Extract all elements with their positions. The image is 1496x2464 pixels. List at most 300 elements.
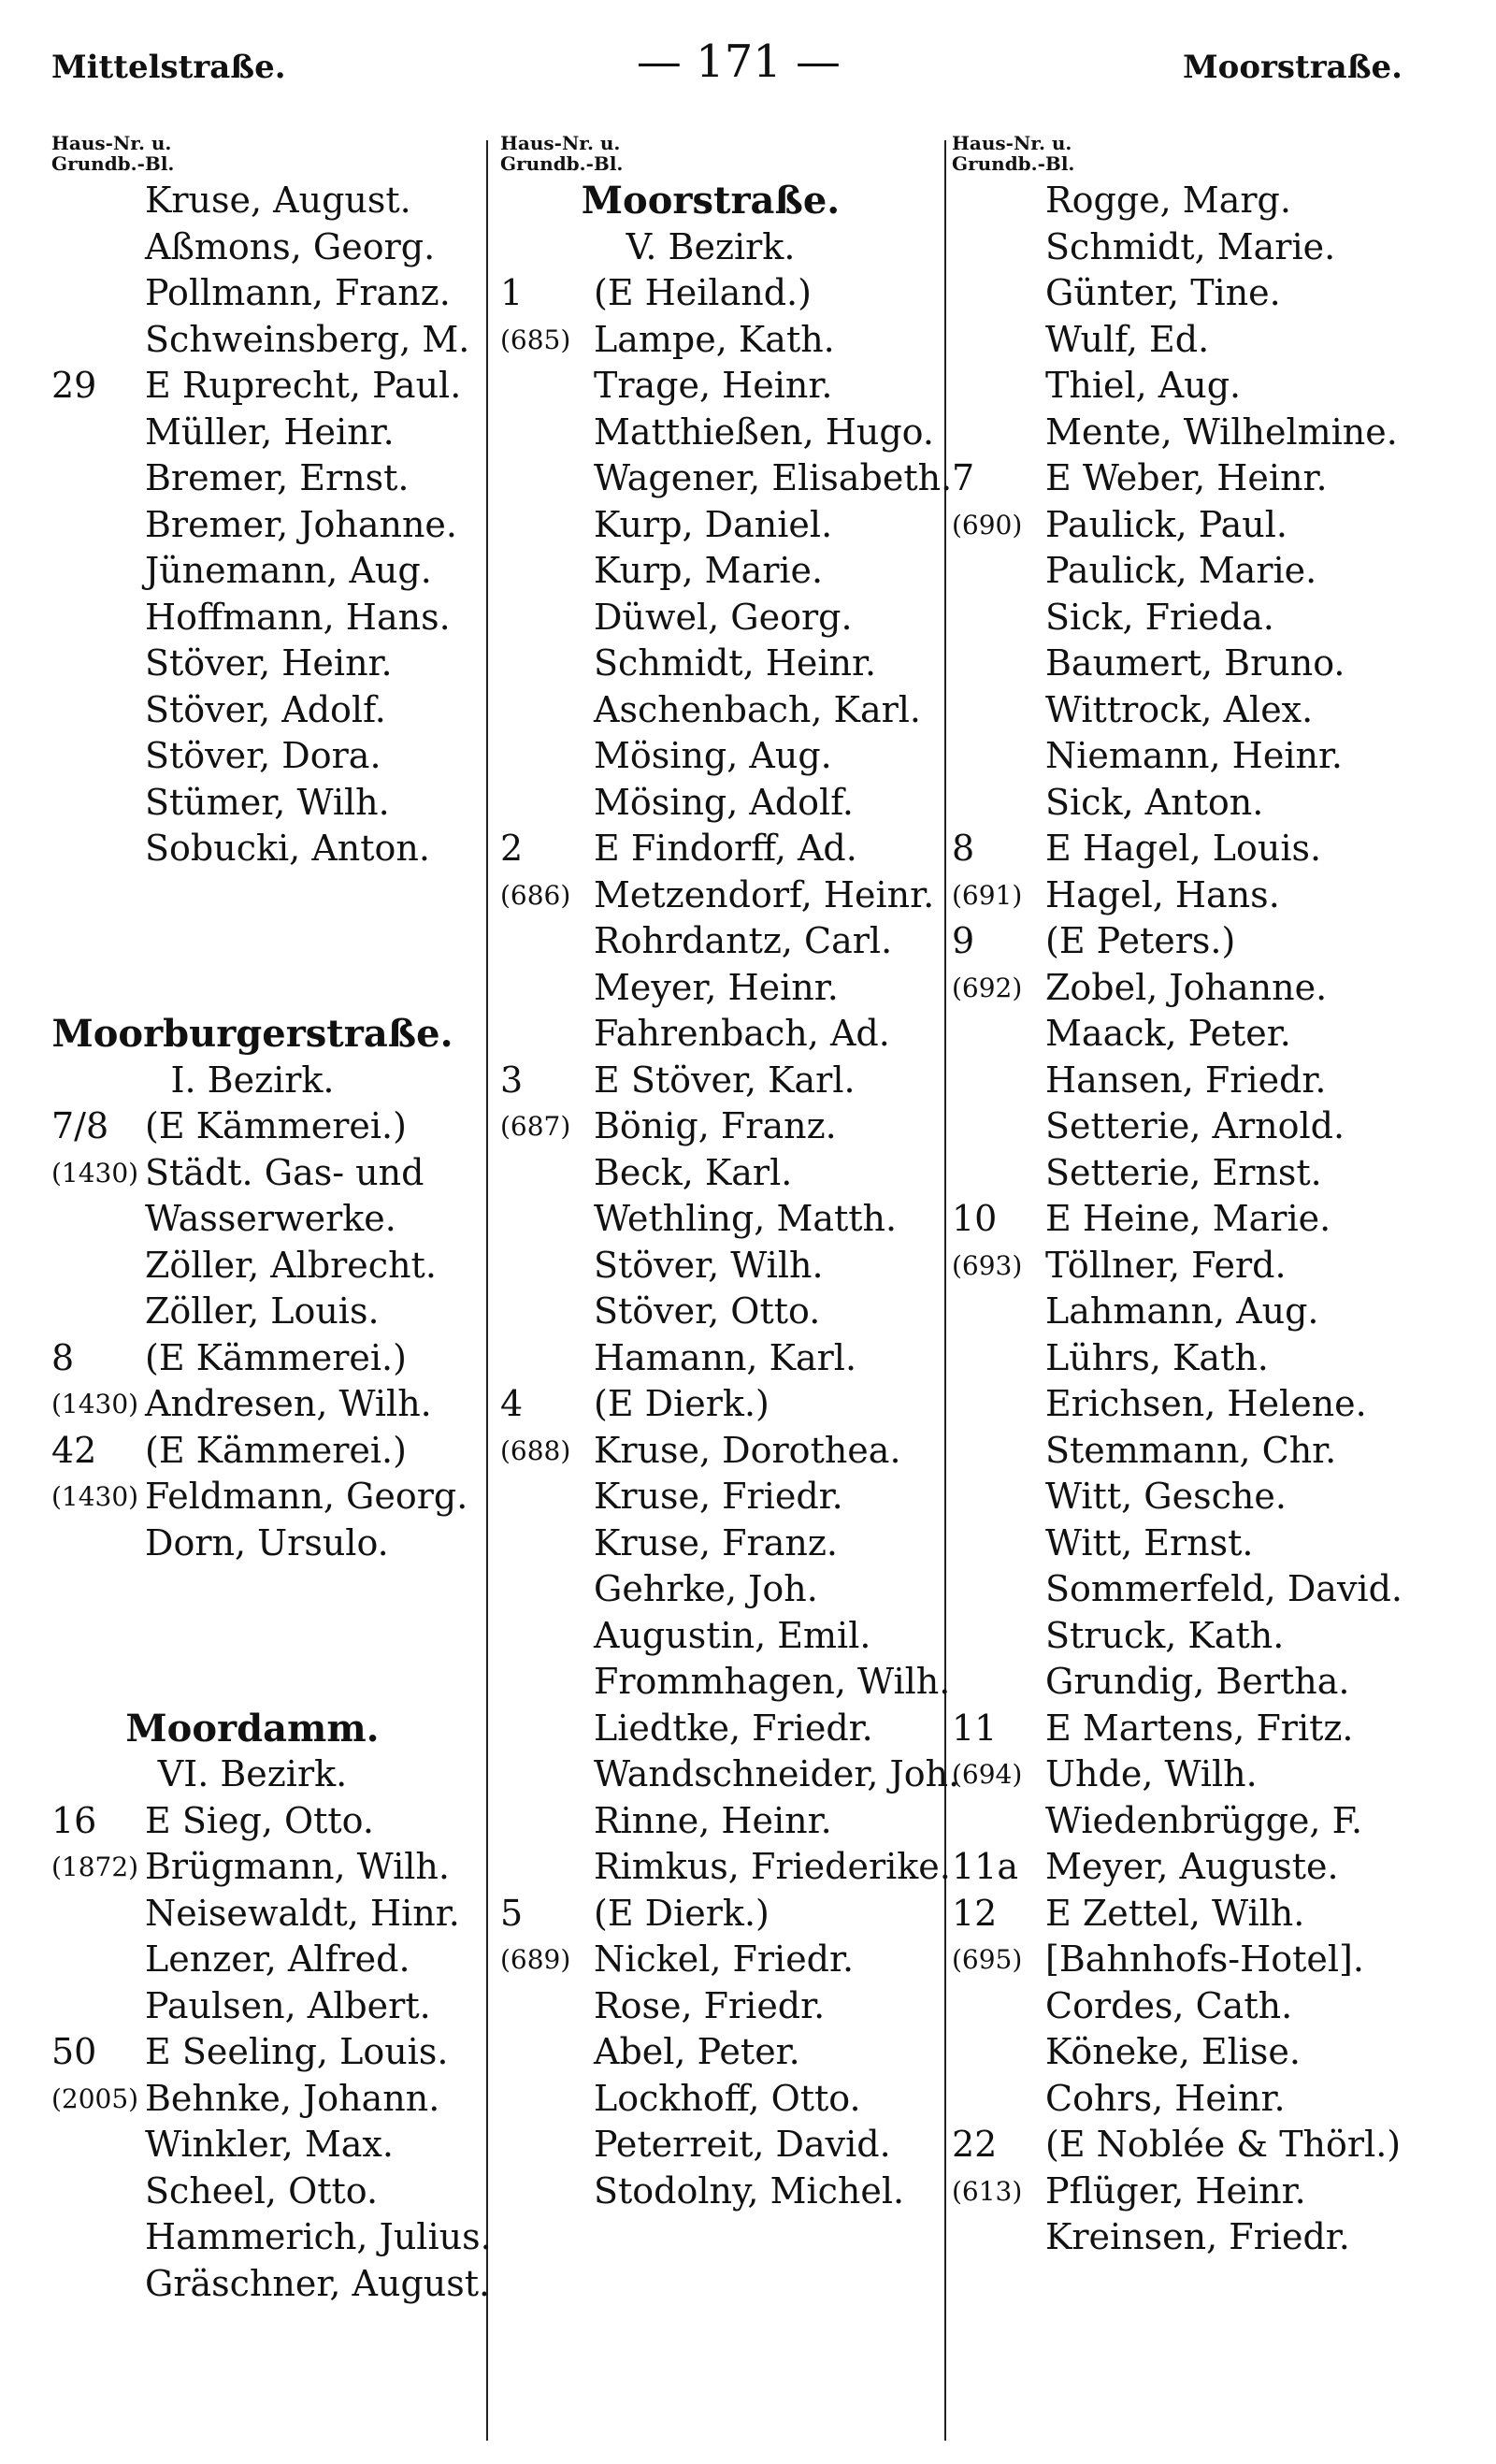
resident-name: Sobucki, Anton. bbox=[145, 828, 430, 869]
house-number: 8 bbox=[952, 828, 975, 869]
resident-entry bbox=[500, 1103, 958, 1150]
resident-entry bbox=[952, 1428, 1419, 1475]
house-number: (693) bbox=[952, 1249, 1023, 1281]
page-number: — 171 — bbox=[636, 36, 842, 88]
resident-entry bbox=[500, 1659, 958, 1706]
resident-name: Feldmann, Georg. bbox=[145, 1476, 468, 1517]
resident-entry bbox=[500, 1150, 958, 1197]
resident-entry bbox=[952, 965, 1419, 1012]
page-header bbox=[0, 36, 1496, 92]
resident-entry bbox=[500, 317, 958, 364]
resident-entry bbox=[952, 2076, 1419, 2123]
resident-entry bbox=[952, 1706, 1419, 1752]
resident-name: Stümer, Wilh. bbox=[145, 781, 390, 823]
resident-name: Hoffmann, Hans. bbox=[145, 596, 451, 638]
resident-entry bbox=[51, 502, 491, 549]
house-number: (689) bbox=[500, 1944, 571, 1975]
resident-name: Bönig, Franz. bbox=[594, 1105, 837, 1146]
resident-entry bbox=[500, 2122, 958, 2169]
resident-name: Witt, Ernst. bbox=[1045, 1521, 1254, 1563]
resident-name: Neisewaldt, Hinr. bbox=[145, 1892, 460, 1934]
resident-entry bbox=[51, 1891, 491, 1938]
resident-name: Winkler, Max. bbox=[145, 2124, 394, 2165]
street-heading: Moordamm. bbox=[125, 1706, 380, 1751]
resident-entry bbox=[952, 1150, 1419, 1197]
resident-entry bbox=[500, 548, 958, 595]
resident-name: (E Kämmerei.) bbox=[145, 1105, 407, 1146]
resident-name: Stöver, Otto. bbox=[594, 1290, 821, 1332]
district-label: I. Bezirk. bbox=[170, 1059, 335, 1101]
resident-entry bbox=[952, 595, 1419, 641]
resident-name: Maack, Peter. bbox=[1045, 1013, 1291, 1054]
resident-entry bbox=[952, 1335, 1419, 1382]
resident-entry bbox=[952, 455, 1419, 502]
resident-entry bbox=[500, 687, 958, 734]
resident-entry bbox=[952, 1103, 1419, 1150]
resident-entry bbox=[51, 1844, 491, 1891]
resident-entry bbox=[952, 1243, 1419, 1290]
resident-entry bbox=[952, 1844, 1419, 1891]
resident-name: Düwel, Georg. bbox=[594, 596, 853, 638]
resident-name: Rohrdantz, Carl. bbox=[594, 920, 893, 961]
resident-name: Wandschneider, Joh. bbox=[594, 1753, 960, 1794]
resident-name: Hamann, Karl. bbox=[594, 1336, 857, 1378]
resident-name: Thiel, Aug. bbox=[1045, 365, 1242, 406]
resident-name: Paulick, Marie. bbox=[1045, 550, 1317, 591]
resident-entry bbox=[51, 1243, 491, 1290]
resident-name: Nickel, Friedr. bbox=[594, 1938, 855, 1980]
resident-entry bbox=[51, 1474, 491, 1520]
resident-name: Kurp, Daniel. bbox=[594, 503, 833, 545]
resident-entry bbox=[500, 2169, 958, 2215]
resident-name: Schmidt, Marie. bbox=[1045, 225, 1336, 267]
resident-entry bbox=[51, 178, 491, 224]
resident-entry bbox=[500, 1844, 958, 1891]
resident-name: Gehrke, Joh. bbox=[594, 1568, 818, 1609]
resident-entry bbox=[51, 641, 491, 687]
resident-name: (E Noblée & Thörl.) bbox=[1045, 2124, 1402, 2165]
resident-name: Meyer, Heinr. bbox=[594, 966, 839, 1008]
resident-entry bbox=[51, 317, 491, 364]
resident-name: E Seeling, Louis. bbox=[145, 2031, 449, 2072]
resident-entry bbox=[952, 1798, 1419, 1845]
resident-name: Schmidt, Heinr. bbox=[594, 642, 877, 684]
resident-name: Paulsen, Albert. bbox=[145, 1984, 431, 2026]
resident-entry bbox=[51, 2214, 491, 2261]
blank-line bbox=[51, 872, 491, 919]
column-label-line1: Haus-Nr. u. bbox=[51, 132, 172, 154]
resident-name: Schweinsberg, M. bbox=[145, 318, 470, 360]
resident-name: Hagel, Hans. bbox=[1045, 873, 1280, 915]
resident-entry bbox=[952, 178, 1419, 224]
district-label: VI. Bezirk. bbox=[157, 1753, 348, 1794]
resident-entry bbox=[51, 595, 491, 641]
column-label-line2: Grundb.-Bl. bbox=[51, 152, 175, 175]
house-number: 10 bbox=[952, 1198, 998, 1239]
house-number: 2 bbox=[500, 828, 524, 869]
resident-name: Stöver, Wilh. bbox=[594, 1244, 824, 1286]
resident-name: (E Peters.) bbox=[1045, 920, 1236, 961]
resident-entry bbox=[952, 1011, 1419, 1058]
resident-name: Behnke, Johann. bbox=[145, 2077, 440, 2119]
resident-name: Peterreit, David. bbox=[594, 2124, 891, 2165]
resident-entry bbox=[952, 1196, 1419, 1243]
resident-name: Jünemann, Aug. bbox=[145, 550, 432, 591]
resident-entry bbox=[952, 1613, 1419, 1660]
resident-entry bbox=[500, 1335, 958, 1382]
resident-entry bbox=[51, 455, 491, 502]
resident-name: Scheel, Otto. bbox=[145, 2169, 379, 2212]
resident-name: Beck, Karl. bbox=[594, 1151, 793, 1193]
blank-line bbox=[51, 965, 491, 1012]
house-number: 5 bbox=[500, 1892, 524, 1934]
resident-name: Uhde, Wilh. bbox=[1045, 1753, 1258, 1794]
resident-entry bbox=[500, 455, 958, 502]
resident-entry bbox=[51, 224, 491, 271]
resident-entry bbox=[952, 1659, 1419, 1706]
resident-entry bbox=[952, 641, 1419, 687]
resident-name: Wulf, Ed. bbox=[1045, 318, 1210, 360]
resident-entry bbox=[500, 2029, 958, 2076]
house-number: 22 bbox=[952, 2124, 998, 2165]
resident-name: Cordes, Cath. bbox=[1045, 1984, 1293, 2026]
resident-name: Hansen, Friedr. bbox=[1045, 1059, 1327, 1101]
street-heading: Moorstraße. bbox=[581, 179, 841, 223]
house-number: 3 bbox=[500, 1059, 524, 1101]
column-label-line1: Haus-Nr. u. bbox=[952, 132, 1072, 154]
resident-entry bbox=[500, 641, 958, 687]
resident-name: Töllner, Ferd. bbox=[1045, 1244, 1287, 1286]
resident-entry bbox=[500, 1891, 958, 1938]
resident-name: Wagener, Elisabeth. bbox=[594, 457, 953, 498]
resident-name: Kruse, August. bbox=[145, 180, 411, 221]
resident-name: Paulick, Paul. bbox=[1045, 503, 1287, 545]
resident-name: (E Kämmerei.) bbox=[145, 1429, 407, 1471]
house-number: 16 bbox=[51, 1799, 97, 1841]
house-number: (695) bbox=[952, 1944, 1023, 1975]
resident-entry bbox=[51, 410, 491, 456]
resident-entry bbox=[952, 363, 1419, 410]
resident-name: E Sieg, Otto. bbox=[145, 1799, 374, 1841]
resident-entry bbox=[51, 1381, 491, 1428]
resident-entry bbox=[51, 1983, 491, 2030]
column-label bbox=[952, 133, 1419, 174]
resident-entry bbox=[500, 826, 958, 872]
resident-entry bbox=[500, 502, 958, 549]
resident-entry bbox=[51, 2076, 491, 2123]
resident-entry bbox=[51, 826, 491, 872]
resident-entry bbox=[952, 548, 1419, 595]
resident-name: Rimkus, Friederike. bbox=[594, 1846, 951, 1887]
resident-name: Metzendorf, Heinr. bbox=[594, 873, 935, 915]
house-number: (692) bbox=[952, 972, 1023, 1003]
resident-entry bbox=[952, 1289, 1419, 1335]
resident-name: Trage, Heinr. bbox=[594, 365, 833, 406]
resident-name: Struck, Kath. bbox=[1045, 1614, 1285, 1656]
resident-entry bbox=[952, 502, 1419, 549]
resident-entry bbox=[500, 872, 958, 919]
resident-name: Pflüger, Heinr. bbox=[1045, 2169, 1306, 2212]
resident-entry bbox=[500, 1937, 958, 1983]
resident-name: Dorn, Ursulo. bbox=[145, 1521, 389, 1563]
column-1 bbox=[51, 133, 491, 2442]
resident-name: E Martens, Fritz. bbox=[1045, 1707, 1354, 1749]
resident-name: Meyer, Auguste. bbox=[1045, 1846, 1339, 1887]
resident-entry bbox=[500, 363, 958, 410]
resident-name: Sick, Frieda. bbox=[1045, 596, 1274, 638]
resident-name: Lenzer, Alfred. bbox=[145, 1938, 410, 1980]
house-number: 4 bbox=[500, 1383, 524, 1424]
resident-entry bbox=[500, 1706, 958, 1752]
resident-entry bbox=[51, 1335, 491, 1382]
resident-name: Aßmons, Georg. bbox=[145, 225, 436, 267]
resident-name: Gräschner, August. bbox=[145, 2262, 491, 2304]
resident-name: Zöller, Albrecht. bbox=[145, 1244, 437, 1286]
resident-name: Pollmann, Franz. bbox=[145, 272, 451, 313]
resident-name: Abel, Peter. bbox=[594, 2031, 800, 2072]
resident-name: Kruse, Franz. bbox=[594, 1521, 838, 1563]
resident-name: E Heine, Marie. bbox=[1045, 1198, 1331, 1239]
resident-name: Köneke, Elise. bbox=[1045, 2031, 1301, 2072]
resident-name: Mente, Wilhelmine. bbox=[1045, 411, 1398, 453]
resident-entry bbox=[500, 733, 958, 780]
resident-name: Lampe, Kath. bbox=[594, 318, 835, 360]
house-number: (1430) bbox=[51, 1157, 139, 1189]
header-right-street: Moorstraße. bbox=[1183, 49, 1402, 86]
resident-entry bbox=[500, 1289, 958, 1335]
resident-name: E Hagel, Louis. bbox=[1045, 828, 1322, 869]
house-number: (685) bbox=[500, 324, 571, 355]
house-number: 50 bbox=[51, 2031, 97, 2072]
house-number: 11a bbox=[952, 1846, 1019, 1887]
resident-name: Zobel, Johanne. bbox=[1045, 966, 1328, 1008]
resident-entry bbox=[500, 2076, 958, 2123]
blank-line bbox=[51, 918, 491, 965]
resident-name: Brügmann, Wilh. bbox=[145, 1846, 450, 1887]
street-heading: Moorburgerstraße. bbox=[51, 1012, 453, 1056]
resident-name: Andresen, Wilh. bbox=[145, 1383, 432, 1424]
column-label bbox=[500, 133, 958, 174]
resident-name: Wiedenbrügge, F. bbox=[1045, 1799, 1363, 1841]
house-number: (694) bbox=[952, 1759, 1023, 1790]
resident-entry bbox=[500, 1520, 958, 1567]
resident-name: Stöver, Dora. bbox=[145, 735, 381, 776]
resident-entry bbox=[952, 1474, 1419, 1520]
resident-name: Mösing, Adolf. bbox=[594, 781, 854, 823]
resident-entry bbox=[952, 733, 1419, 780]
house-number: 7/8 bbox=[51, 1105, 109, 1146]
house-number: (686) bbox=[500, 879, 571, 911]
resident-entry bbox=[500, 1983, 958, 2030]
resident-entry bbox=[952, 1566, 1419, 1613]
resident-entry bbox=[500, 270, 958, 317]
resident-name: (E Dierk.) bbox=[594, 1383, 770, 1424]
resident-name: E Zettel, Wilh. bbox=[1045, 1892, 1305, 1934]
resident-name: Städt. Gas- und bbox=[145, 1151, 424, 1193]
resident-entry bbox=[952, 2029, 1419, 2076]
resident-name: (E Heiland.) bbox=[594, 272, 812, 313]
resident-name: Cohrs, Heinr. bbox=[1045, 2077, 1286, 2119]
resident-name: Erichsen, Helene. bbox=[1045, 1383, 1367, 1424]
resident-name: Bremer, Johanne. bbox=[145, 503, 458, 545]
resident-entry bbox=[500, 1058, 958, 1104]
resident-name: Grundig, Bertha. bbox=[1045, 1661, 1350, 1702]
resident-name: Matthießen, Hugo. bbox=[594, 411, 934, 453]
resident-entry bbox=[500, 1011, 958, 1058]
house-number: 9 bbox=[952, 920, 975, 961]
resident-name: E Weber, Heinr. bbox=[1045, 457, 1328, 498]
resident-name: Wittrock, Alex. bbox=[1045, 688, 1314, 730]
resident-name: Stodolny, Michel. bbox=[594, 2169, 905, 2212]
resident-entry bbox=[952, 826, 1419, 872]
resident-entry bbox=[952, 2122, 1419, 2169]
resident-entry bbox=[500, 780, 958, 827]
resident-entry bbox=[952, 687, 1419, 734]
resident-entry bbox=[51, 780, 491, 827]
resident-name: Kruse, Dorothea. bbox=[594, 1429, 901, 1471]
resident-name: Kreinsen, Friedr. bbox=[1045, 2216, 1350, 2257]
house-number: 11 bbox=[952, 1707, 998, 1749]
resident-name: Niemann, Heinr. bbox=[1045, 735, 1344, 776]
house-number: (688) bbox=[500, 1434, 571, 1466]
resident-name: Rinne, Heinr. bbox=[594, 1799, 832, 1841]
resident-name: Kurp, Marie. bbox=[594, 550, 824, 591]
house-number: 1 bbox=[500, 272, 524, 313]
resident-entry bbox=[51, 2122, 491, 2169]
resident-entry bbox=[500, 595, 958, 641]
resident-name: Setterie, Ernst. bbox=[1045, 1151, 1322, 1193]
resident-name: Sommerfeld, David. bbox=[1045, 1568, 1402, 1609]
house-number: 12 bbox=[952, 1892, 998, 1934]
resident-entry bbox=[51, 1103, 491, 1150]
resident-name: Mösing, Aug. bbox=[594, 735, 832, 776]
resident-name: Zöller, Louis. bbox=[145, 1290, 380, 1332]
column-label-line2: Grundb.-Bl. bbox=[500, 152, 624, 175]
resident-entry bbox=[51, 1196, 491, 1243]
resident-entry bbox=[51, 2261, 491, 2308]
header-left-street: Mittelstraße. bbox=[51, 49, 286, 86]
resident-entry bbox=[500, 1196, 958, 1243]
column-3 bbox=[952, 133, 1419, 2442]
house-number: (1430) bbox=[51, 1481, 139, 1512]
resident-entry bbox=[51, 1798, 491, 1845]
house-number: 8 bbox=[51, 1336, 75, 1378]
column-label bbox=[51, 133, 491, 174]
house-number: (687) bbox=[500, 1111, 571, 1142]
resident-name: Stemmann, Chr. bbox=[1045, 1429, 1337, 1471]
house-number: (691) bbox=[952, 879, 1023, 911]
house-number: (1872) bbox=[51, 1852, 139, 1882]
resident-name: Witt, Gesche. bbox=[1045, 1476, 1287, 1517]
resident-name: [Bahnhofs-Hotel]. bbox=[1045, 1938, 1364, 1980]
house-number: 7 bbox=[952, 457, 975, 498]
resident-entry bbox=[952, 1381, 1419, 1428]
house-number: (2005) bbox=[51, 2082, 139, 2114]
resident-name: Rose, Friedr. bbox=[594, 1984, 826, 2026]
resident-entry bbox=[952, 317, 1419, 364]
resident-name: Fahrenbach, Ad. bbox=[594, 1013, 890, 1054]
resident-name: Rogge, Marg. bbox=[1045, 180, 1291, 221]
house-number: (690) bbox=[952, 509, 1023, 540]
resident-name: Setterie, Arnold. bbox=[1045, 1105, 1345, 1146]
resident-entry bbox=[952, 1983, 1419, 2030]
resident-name: Lührs, Kath. bbox=[1045, 1336, 1269, 1378]
resident-entry bbox=[51, 687, 491, 734]
column-2 bbox=[500, 133, 958, 2442]
resident-entry bbox=[952, 1937, 1419, 1983]
resident-name: Augustin, Emil. bbox=[594, 1614, 871, 1656]
resident-entry bbox=[51, 270, 491, 317]
resident-name: (E Dierk.) bbox=[594, 1892, 770, 1934]
resident-name: Hammerich, Julius. bbox=[145, 2216, 492, 2257]
resident-entry bbox=[952, 270, 1419, 317]
resident-name: Stöver, Heinr. bbox=[145, 642, 393, 684]
resident-entry bbox=[51, 2169, 491, 2215]
resident-name: E Stöver, Karl. bbox=[594, 1059, 856, 1101]
resident-entry bbox=[51, 1937, 491, 1983]
resident-entry bbox=[500, 1613, 958, 1660]
resident-entry bbox=[952, 918, 1419, 965]
resident-name: E Findorff, Ad. bbox=[594, 828, 857, 869]
house-number: 42 bbox=[51, 1429, 97, 1471]
resident-entry bbox=[500, 1381, 958, 1428]
resident-name: Kruse, Friedr. bbox=[594, 1476, 843, 1517]
resident-name: Wethling, Matth. bbox=[594, 1198, 898, 1239]
resident-name: E Ruprecht, Paul. bbox=[145, 365, 462, 406]
resident-name: Aschenbach, Karl. bbox=[594, 688, 921, 730]
resident-entry bbox=[952, 410, 1419, 456]
resident-entry bbox=[51, 363, 491, 410]
resident-name: (E Kämmerei.) bbox=[145, 1336, 407, 1378]
resident-name: Liedtke, Friedr. bbox=[594, 1707, 873, 1749]
resident-name: Stöver, Adolf. bbox=[145, 688, 386, 730]
resident-entry bbox=[952, 2169, 1419, 2215]
house-number: 29 bbox=[51, 365, 97, 406]
blank-line bbox=[51, 1659, 491, 1706]
resident-name: Frommhagen, Wilh. bbox=[594, 1661, 951, 1702]
resident-entry bbox=[500, 410, 958, 456]
resident-entry bbox=[500, 965, 958, 1012]
resident-entry bbox=[500, 1751, 958, 1798]
column-label-line2: Grundb.-Bl. bbox=[952, 152, 1075, 175]
resident-name: Wasserwerke. bbox=[145, 1198, 396, 1239]
resident-entry bbox=[500, 1798, 958, 1845]
resident-entry bbox=[952, 2214, 1419, 2261]
resident-entry bbox=[51, 548, 491, 595]
resident-name: Lockhoff, Otto. bbox=[594, 2077, 861, 2119]
resident-name: Lahmann, Aug. bbox=[1045, 1290, 1319, 1332]
resident-entry bbox=[500, 918, 958, 965]
column-label-line1: Haus-Nr. u. bbox=[500, 132, 621, 154]
house-number: (1430) bbox=[51, 1389, 139, 1419]
resident-entry bbox=[952, 224, 1419, 271]
resident-entry bbox=[952, 1891, 1419, 1938]
blank-line bbox=[51, 1613, 491, 1660]
resident-name: Baumert, Bruno. bbox=[1045, 642, 1345, 684]
resident-entry bbox=[952, 1520, 1419, 1567]
house-number: (613) bbox=[952, 2175, 1023, 2207]
resident-entry bbox=[500, 1474, 958, 1520]
resident-entry bbox=[51, 2029, 491, 2076]
resident-entry bbox=[500, 1243, 958, 1290]
resident-name: Sick, Anton. bbox=[1045, 781, 1264, 823]
resident-entry bbox=[51, 1428, 491, 1475]
resident-entry bbox=[952, 1751, 1419, 1798]
resident-entry bbox=[51, 1520, 491, 1567]
resident-entry bbox=[952, 872, 1419, 919]
resident-entry bbox=[51, 1289, 491, 1335]
resident-name: Müller, Heinr. bbox=[145, 411, 395, 453]
